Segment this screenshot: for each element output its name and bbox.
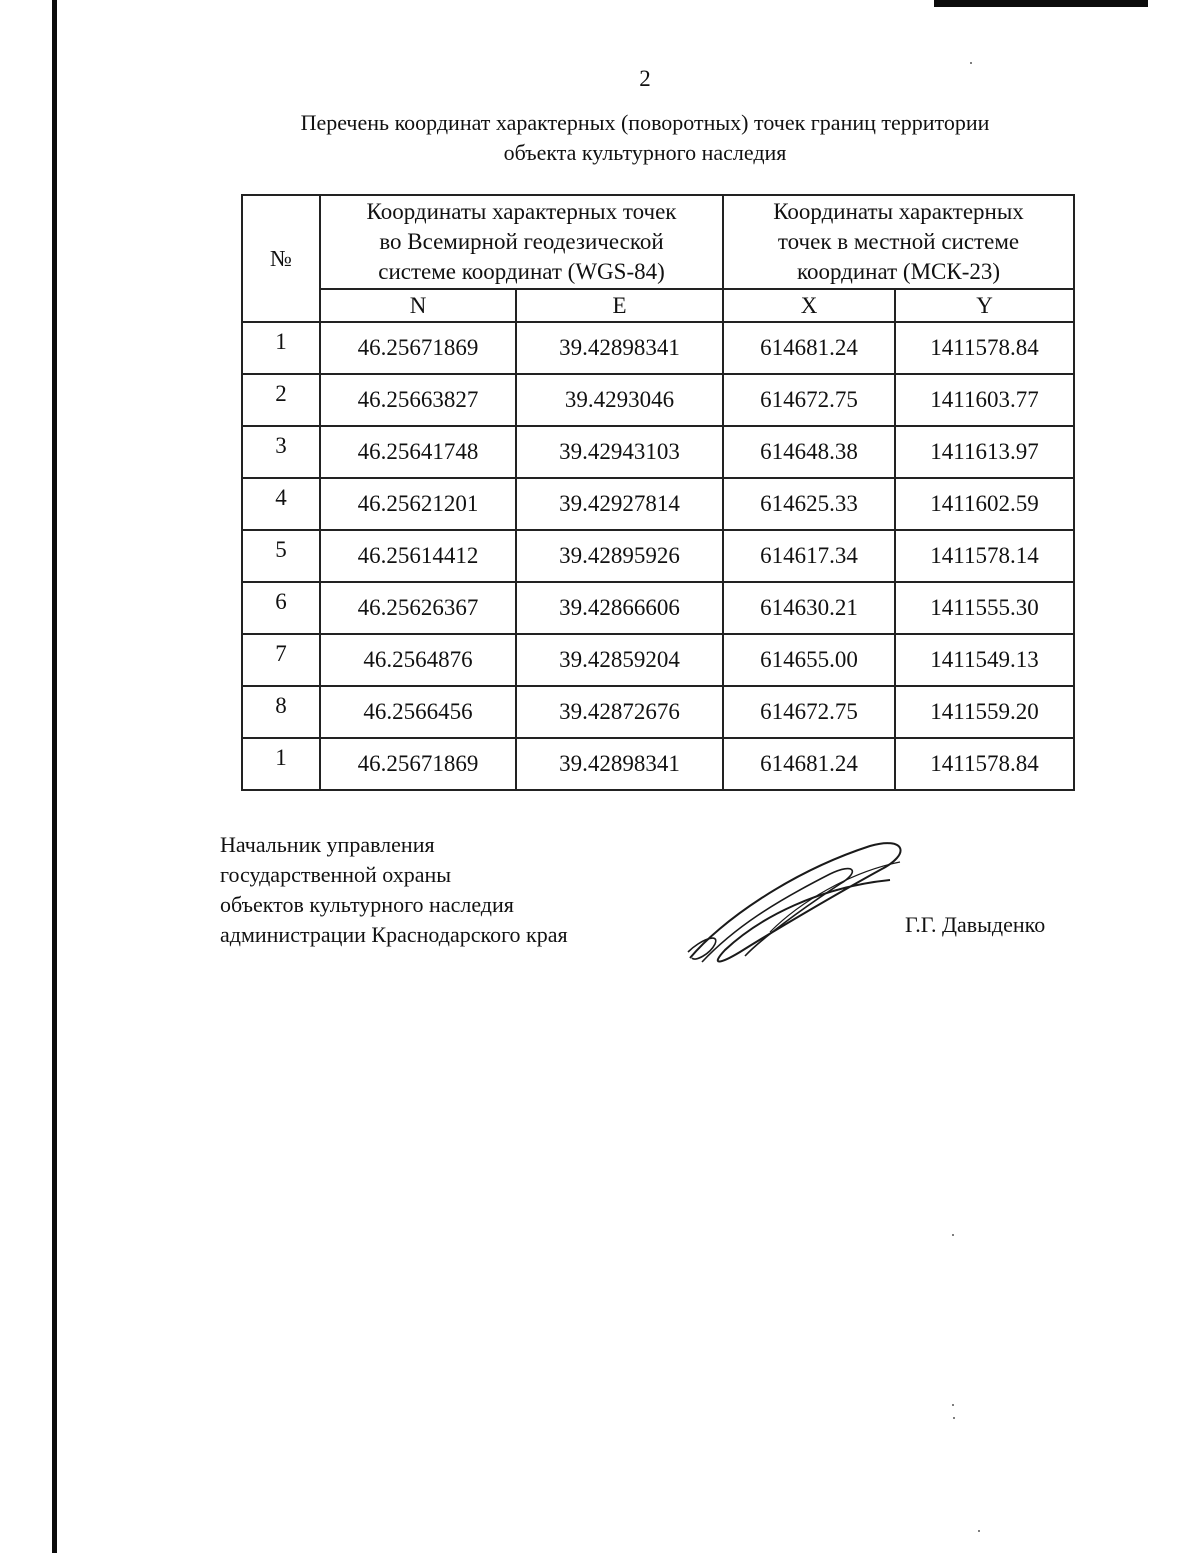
header-x: X (723, 289, 895, 322)
cell-n: 46.25614412 (320, 530, 516, 582)
cell-point-number: 3 (242, 426, 320, 478)
cell-y: 1411603.77 (895, 374, 1074, 426)
cell-y: 1411578.84 (895, 322, 1074, 374)
header-n: N (320, 289, 516, 322)
cell-point-number: 1 (242, 322, 320, 374)
cell-x: 614617.34 (723, 530, 895, 582)
cell-e: 39.42866606 (516, 582, 723, 634)
cell-point-number: 7 (242, 634, 320, 686)
header-msk23-group (723, 195, 1074, 289)
position-line: администрации Краснодарского края (220, 922, 568, 947)
cell-e: 39.42895926 (516, 530, 723, 582)
scan-speck (953, 1417, 955, 1419)
cell-n: 46.25671869 (320, 738, 516, 790)
cell-point-number: 2 (242, 374, 320, 426)
cell-n: 46.25641748 (320, 426, 516, 478)
cell-x: 614672.75 (723, 686, 895, 738)
cell-x: 614672.75 (723, 374, 895, 426)
table-row (242, 426, 1074, 478)
cell-x: 614648.38 (723, 426, 895, 478)
cell-n: 46.25626367 (320, 582, 516, 634)
signatory-position (220, 830, 568, 950)
cell-e: 39.42859204 (516, 634, 723, 686)
cell-n: 46.2566456 (320, 686, 516, 738)
cell-y: 1411578.84 (895, 738, 1074, 790)
page-number: 2 (639, 66, 651, 91)
header-e: E (516, 289, 723, 322)
cell-x: 614681.24 (723, 738, 895, 790)
table-row (242, 530, 1074, 582)
cell-y: 1411555.30 (895, 582, 1074, 634)
table-row (242, 686, 1074, 738)
cell-e: 39.42898341 (516, 738, 723, 790)
cell-point-number: 1 (242, 738, 320, 790)
cell-x: 614681.24 (723, 322, 895, 374)
header-wgs84-group (320, 195, 723, 289)
header-wgs84-label: Координаты характерных точек во Всемирной геодезической системе координат (WGS-84) (366, 199, 677, 284)
cell-point-number: 6 (242, 582, 320, 634)
cell-y: 1411613.97 (895, 426, 1074, 478)
title-line: объекта культурного наследия (503, 140, 787, 165)
cell-point-number: 8 (242, 686, 320, 738)
handwritten-signature (680, 832, 910, 972)
cell-n: 46.2564876 (320, 634, 516, 686)
cell-y: 1411602.59 (895, 478, 1074, 530)
cell-n: 46.25621201 (320, 478, 516, 530)
scan-left-edge (52, 0, 57, 1553)
cell-x: 614630.21 (723, 582, 895, 634)
position-line: объектов культурного наследия (220, 892, 514, 917)
cell-point-number: 4 (242, 478, 320, 530)
header-msk23-label: Координаты характерных точек в местной системе координат (МСК-23) (773, 199, 1024, 284)
cell-y: 1411559.20 (895, 686, 1074, 738)
cell-e: 39.4293046 (516, 374, 723, 426)
cell-n: 46.25671869 (320, 322, 516, 374)
cell-e: 39.42943103 (516, 426, 723, 478)
header-y: Y (895, 289, 1074, 322)
position-line: государственной охраны (220, 862, 452, 887)
table-row (242, 582, 1074, 634)
cell-e: 39.42927814 (516, 478, 723, 530)
scan-speck (952, 1404, 954, 1406)
scan-speck (978, 1530, 980, 1532)
table-row (242, 322, 1074, 374)
title-line: Перечень координат характерных (поворотных) точек границ территории (300, 110, 990, 135)
cell-n: 46.25663827 (320, 374, 516, 426)
cell-e: 39.42898341 (516, 322, 723, 374)
cell-x: 614625.33 (723, 478, 895, 530)
header-number: № (242, 195, 320, 322)
document-title (230, 108, 1060, 168)
signatory-name: Г.Г. Давыденко (905, 912, 1046, 937)
table-row (242, 374, 1074, 426)
scan-speck (952, 1234, 954, 1236)
cell-x: 614655.00 (723, 634, 895, 686)
cell-e: 39.42872676 (516, 686, 723, 738)
cell-y: 1411549.13 (895, 634, 1074, 686)
table-row (242, 478, 1074, 530)
table-row (242, 738, 1074, 790)
scan-top-bar (934, 0, 1148, 7)
cell-y: 1411578.14 (895, 530, 1074, 582)
cell-point-number: 5 (242, 530, 320, 582)
position-line: Начальник управления (220, 832, 435, 857)
coordinates-table (241, 194, 1075, 791)
table-row (242, 634, 1074, 686)
scan-speck (970, 62, 972, 64)
